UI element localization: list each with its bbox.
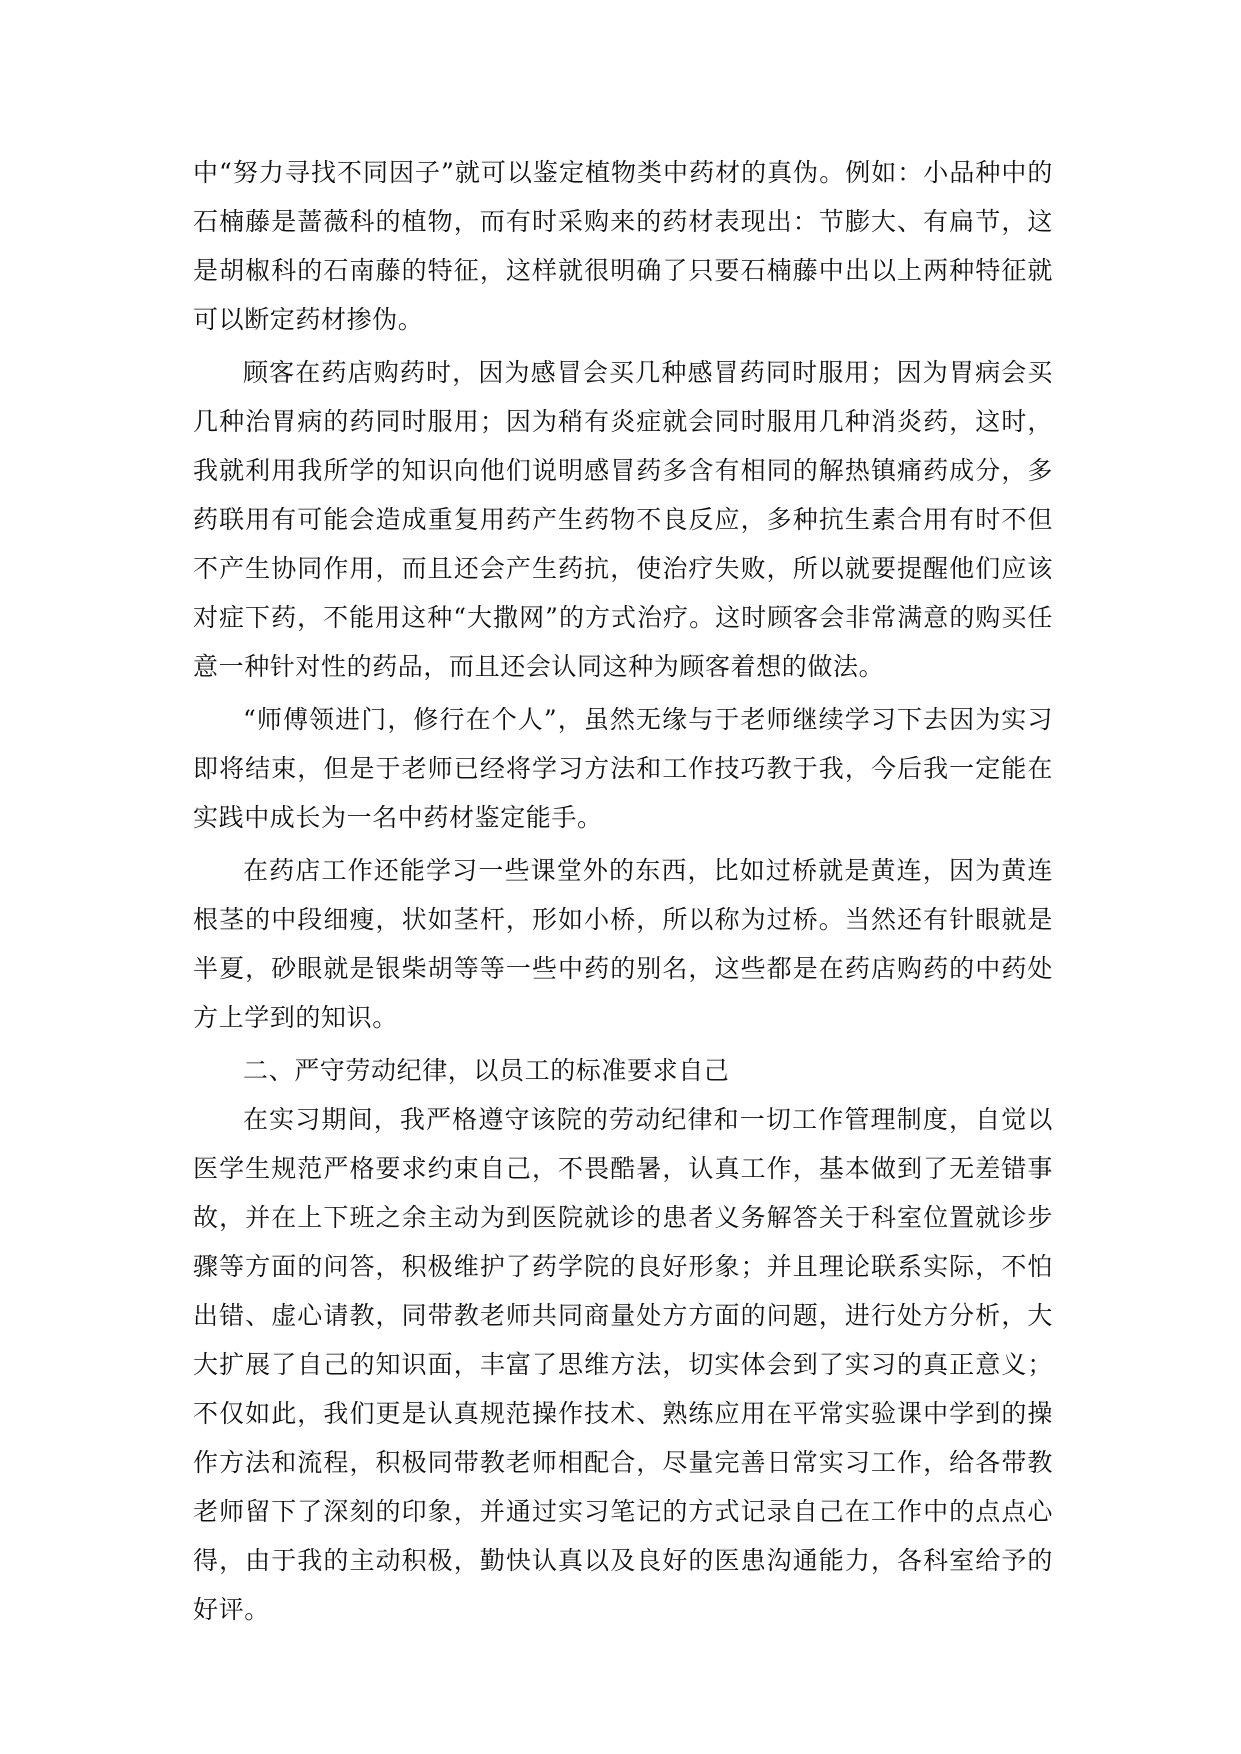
paragraph-herb-aliases: 在药店工作还能学习一些课堂外的东西，比如过桥就是黄连，因为黄连根茎的中段细瘦，状如茎杆，形如小桥，所以称为过桥。当然还有针眼就是半夏，砂眼就是银柴胡等等一些中药的别名，这些都是在药店购药的中药处方上学到的知识。 — [193, 856, 1053, 1032]
paragraph-mentor: “师傅领进门，修行在个人”，虽然无缘与于老师继续学习下去因为实习即将结束，但是于老师已经将学习方法和工作技巧教于我，今后我一定能在实践中成长为一名中药材鉴定能手。 — [193, 705, 1053, 832]
paragraph-identification: 中“努力寻找不同因子”就可以鉴定植物类中药材的真伪。例如：小品种中的石楠藤是蔷薇科的植物，而有时采购来的药材表现出：节膨大、有扁节，这是胡椒科的石南藤的特征，这样就很明确了只要石楠藤中出以上两种特征就可以断定药材掺伪。 — [193, 158, 1053, 334]
paragraph-customer-advice: 顾客在药店购药时，因为感冒会买几种感冒药同时服用；因为胃病会买几种治胃病的药同时服用；因为稍有炎症就会同时服用几种消炎药，这时，我就利用我所学的知识向他们说明感冒药多含有相同的解热镇痛药成分，多药联用有可能会造成重复用药产生药物不良反应，多种抗生素合用有时不但不产生协同作用，而且还会产生药抗，使治疗失败，所以就要提醒他们应该对症下药，不能用这种“大撒网”的方式治疗。这时顾客会非常满意的购买任意一种针对性的药品，而且还会认同这种为顾客着想的做法。 — [193, 358, 1053, 681]
section-heading-discipline: 二、严守劳动纪律，以员工的标准要求自己 — [243, 1056, 730, 1085]
paragraph-internship-conduct: 在实习期间，我严格遵守该院的劳动纪律和一切工作管理制度，自觉以医学生规范严格要求约束自己，不畏酷暑，认真工作，基本做到了无差错事故，并在上下班之余主动为到医院就诊的患者义务解答关于科室位置就诊步骤等方面的问答，积极维护了药学院的良好形象；并且理论联系实际，不怕出错、虚心请教，同带教老师共同商量处方方面的问题，进行处方分析，大大扩展了自己的知识面，丰富了思维方法，切实体会到了实习的真正意义；不仅如此，我们更是认真规范操作技术、熟练应用在平常实验课中学到的操作方法和流程，积极同带教老师相配合，尽量完善日常实习工作，给各带教老师留下了深刻的印象，并通过实习笔记的方式记录自己在工作中的点点心得，由于我的主动积极，勤快认真以及良好的医患沟通能力，各科室给予的好评。 — [193, 1105, 1053, 1624]
document-body — [193, 148, 1053, 1634]
